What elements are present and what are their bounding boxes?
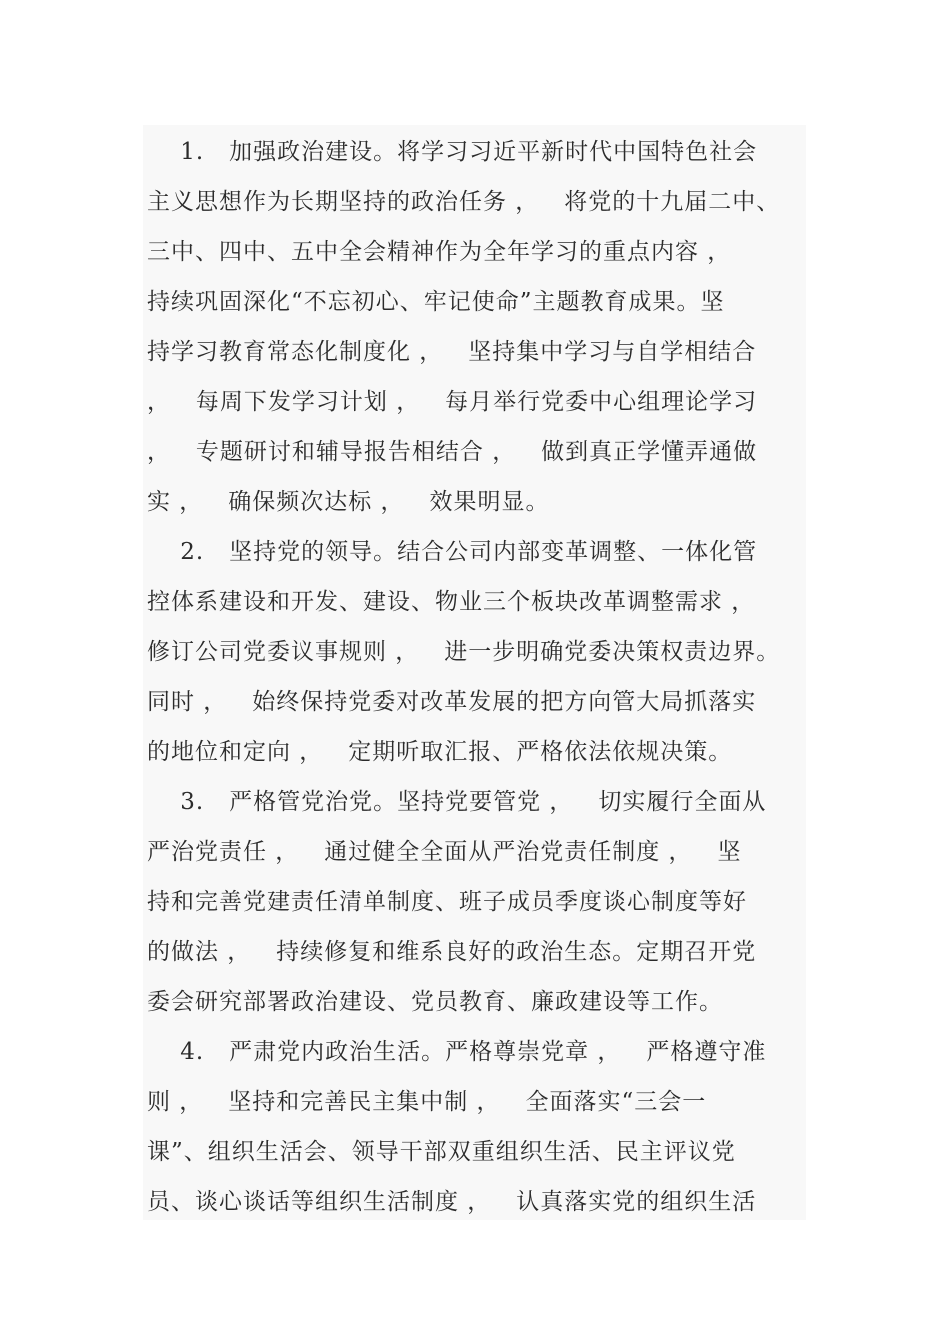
text-line: 委会研究部署政治建设、党员教育、廉政建设等工作。 [147,989,723,1015]
text-line: 则 ， 坚持和完善民主集中制 ， 全面落实“三会一 [147,1089,707,1115]
text-line: 课”、组织生活会、领导干部双重组织生活、民主评议党 [147,1139,736,1165]
text-line: ， 每周下发学习计划 ， 每月举行党委中心组理论学习 [147,389,758,415]
text-line: 实 ， 确保频次达标 ， 效果明显。 [147,489,550,515]
text-line: 同时 ， 始终保持党委对改革发展的把方向管大局抓落实 [147,689,757,715]
text-line: 1. 加强政治建设。将学习习近平新时代中国特色社会 [147,139,758,165]
text-line: 控体系建设和开发、建设、物业三个板块改革调整需求 ， [147,589,756,615]
text-line: 4. 严肃党内政治生活。严格尊崇党章 ， 严格遵守准 [147,1039,767,1065]
text-line: 持和完善党建责任清单制度、班子成员季度谈心制度等好 [147,889,747,915]
text-line: 的做法 ， 持续修复和维系良好的政治生态。定期召开党 [147,939,757,965]
text-line: 员、谈心谈话等组织生活制度 ， 认真落实党的组织生活 [147,1189,757,1215]
text-line: 主义思想作为长期坚持的政治任务 ， 将党的十九届二中、 [147,189,781,215]
text-line: 的地位和定向 ， 定期听取汇报、严格依法依规决策。 [147,739,733,765]
text-line: ， 专题研讨和辅导报告相结合 ， 做到真正学懂弄通做 [147,439,758,465]
text-line: 持学习教育常态化制度化 ， 坚持集中学习与自学相结合 [147,339,757,365]
text-line: 持续巩固深化“不忘初心、牢记使命”主题教育成果。坚 [147,289,725,315]
text-line: 严治党责任 ， 通过健全全面从严治党责任制度 ， 坚 [147,839,742,865]
text-line: 3. 严格管党治党。坚持党要管党 ， 切实履行全面从 [147,789,767,815]
text-line: 2. 坚持党的领导。结合公司内部变革调整、一体化管 [147,539,758,565]
text-line: 修订公司党委议事规则 ， 进一步明确党委决策权责边界。 [147,639,781,665]
text-line: 三中、四中、五中全会精神作为全年学习的重点内容 ， [147,239,732,265]
